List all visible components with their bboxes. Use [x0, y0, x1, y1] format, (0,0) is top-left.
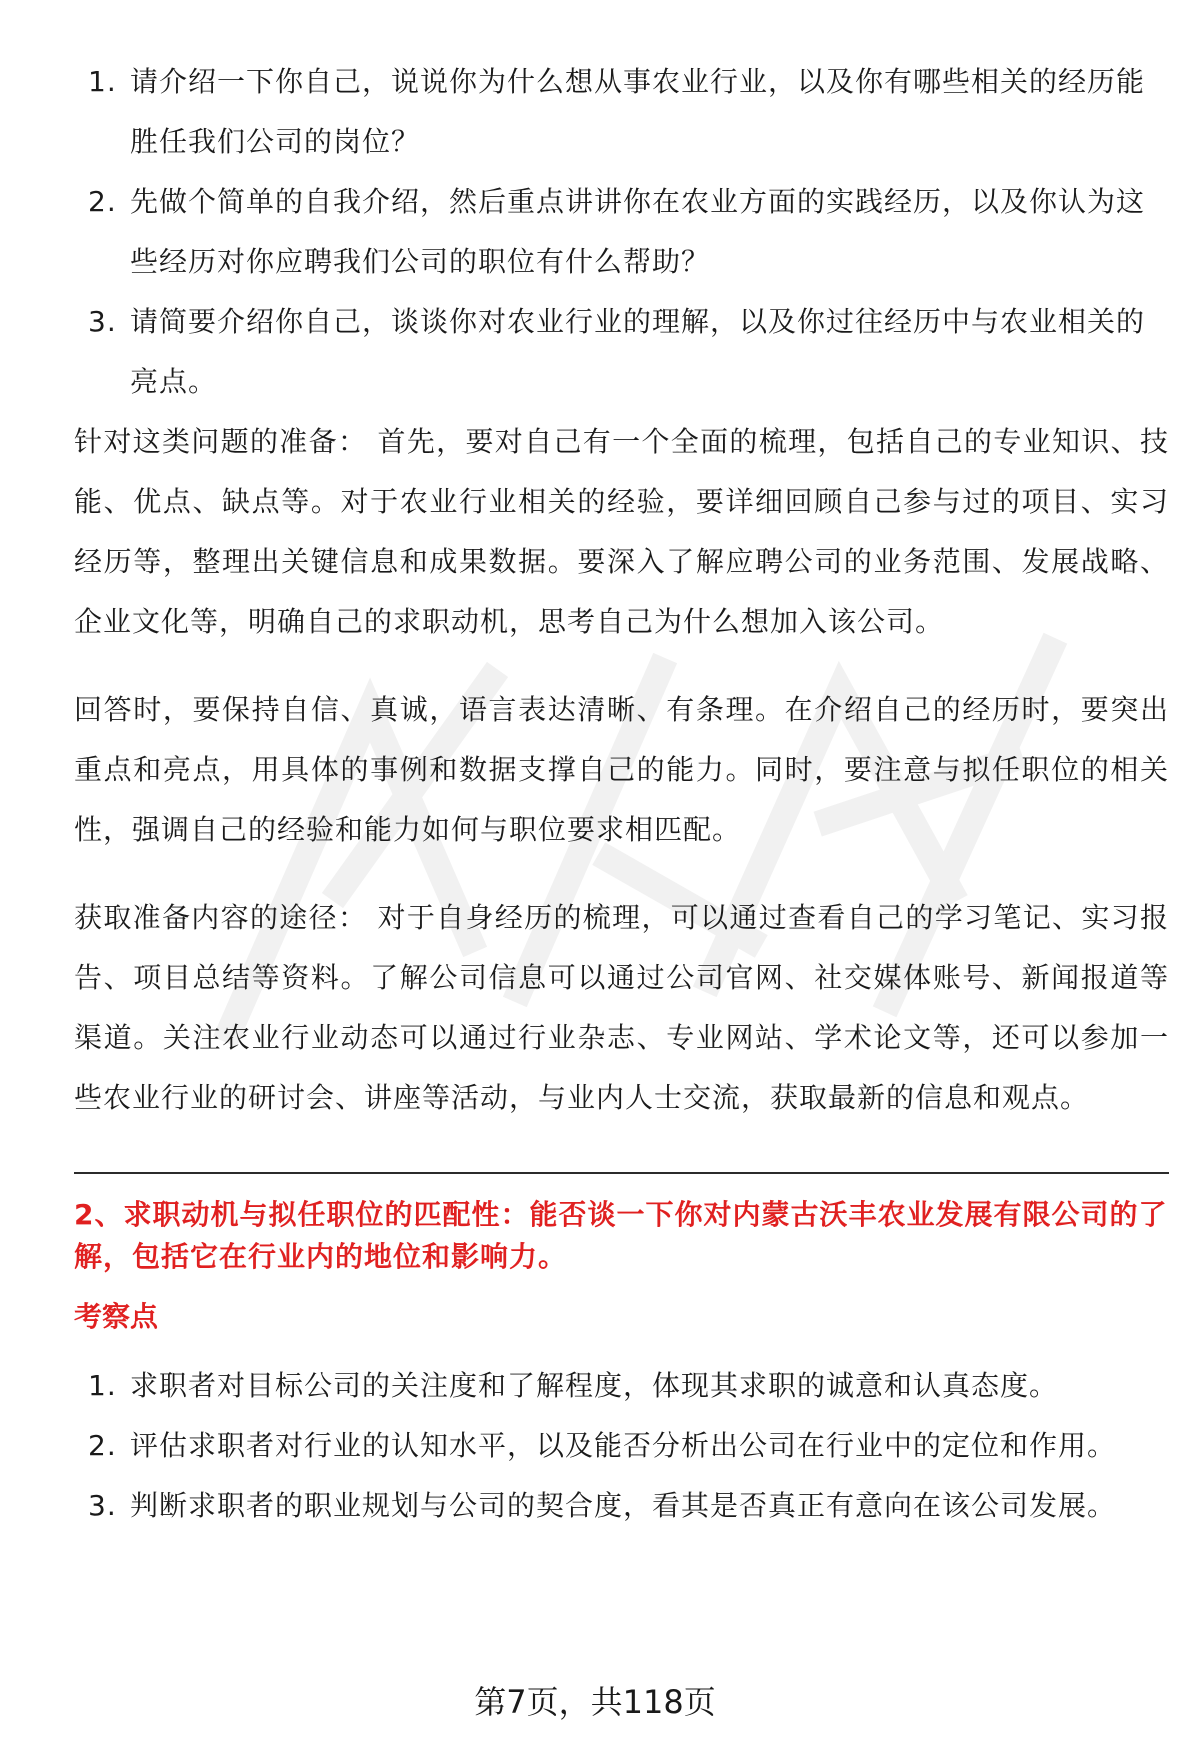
list-item — [74, 292, 1169, 412]
list-item-text: 评估求职者对行业的认知水平，以及能否分析出公司在行业中的定位和作用。 — [130, 1429, 1117, 1462]
answer-tips-paragraph: 回答时，要保持自信、真诚，语言表达清晰、有条理。在介绍自己的经历时，要突出重点和亮点，用具体的事例和数据支撑自己的能力。同时，要注意与拟任职位的相关性，强调自己的经验和能力如何与职位要求相匹配。 — [74, 693, 1169, 846]
list-number: 2. — [88, 185, 117, 218]
list-number: 1. — [88, 65, 117, 98]
page-content — [74, 52, 1169, 1536]
page-number: 第7页，共118页 — [474, 1683, 716, 1721]
section-divider — [74, 1172, 1169, 1174]
list-item-text: 请介绍一下你自己，说说你为什么想从事农业行业，以及你有哪些相关的经历能胜任我们公司的岗位？ — [130, 65, 1146, 158]
list-item-text: 先做个简单的自我介绍，然后重点讲讲你在农业方面的实践经历，以及你认为这些经历对你应聘我们公司的职位有什么帮助？ — [130, 185, 1146, 278]
section-subheading: 考察点 — [74, 1300, 159, 1333]
list-number: 3. — [88, 1489, 117, 1522]
assessment-points-list — [74, 1356, 1169, 1536]
section-heading: 2、求职动机与拟任职位的匹配性：能否谈一下你对内蒙古沃丰农业发展有限公司的了解，包括它在行业内的地位和影响力。 — [74, 1198, 1168, 1273]
list-number: 2. — [88, 1429, 117, 1462]
sample-questions-list — [74, 52, 1169, 412]
list-number: 3. — [88, 305, 117, 338]
sources-paragraph: 获取准备内容的途径： 对于自身经历的梳理，可以通过查看自己的学习笔记、实习报告、项目总结等资料。了解公司信息可以通过公司官网、社交媒体账号、新闻报道等渠道。关注农业行业动态可以通过行业杂志、专业网站、学术论文等，还可以参加一些农业行业的研讨会、讲座等活动，与业内人士交流，获取最新的信息和观点。 — [74, 901, 1169, 1114]
list-item-text: 求职者对目标公司的关注度和了解程度，体现其求职的诚意和认真态度。 — [130, 1369, 1059, 1402]
list-number: 1. — [88, 1369, 117, 1402]
list-item — [74, 1356, 1169, 1416]
list-item — [74, 1476, 1169, 1536]
list-item-text: 判断求职者的职业规划与公司的契合度，看其是否真正有意向在该公司发展。 — [130, 1489, 1117, 1522]
list-item-text: 请简要介绍你自己，谈谈你对农业行业的理解，以及你过往经历中与农业相关的亮点。 — [130, 305, 1146, 398]
list-item — [74, 172, 1169, 292]
preparation-paragraph: 针对这类问题的准备： 首先，要对自己有一个全面的梳理，包括自己的专业知识、技能、优点、缺点等。对于农业行业相关的经验，要详细回顾自己参与过的项目、实习经历等，整理出关键信息和成果数据。要深入了解应聘公司的业务范围、发展战略、企业文化等，明确自己的求职动机，思考自己为什么想加入该公司。 — [74, 425, 1169, 638]
list-item — [74, 52, 1169, 172]
list-item — [74, 1416, 1169, 1476]
